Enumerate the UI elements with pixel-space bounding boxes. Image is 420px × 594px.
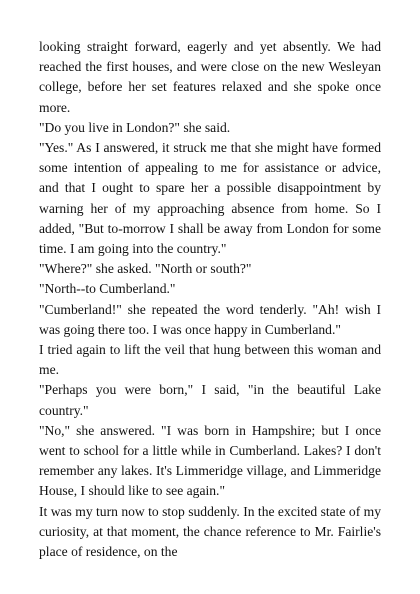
paragraph-2: "Do you live in London?" she said. <box>39 119 231 135</box>
paragraph-9: "No," she answered. "I was born in Hampshire; but I once went to school for a little while in Cumberland. Lakes? I don't remember any lakes. It's Limmeridge village, and Limmeridge House, I should like to see again." <box>39 422 381 499</box>
paragraph-3: "Yes." As I answered, it struck me that she might have formed some intention of appealing to me for assistance or advice, and that I ought to spare her a possible disappointment by warning her of my approaching absence from home. So I added, "But to-morrow I shall be away from London for some time. I am going into the country." <box>39 140 381 257</box>
paragraph-10: It was my turn now to stop suddenly. In the excited state of my curiosity, at that moment, the chance reference to Mr. Fairlie's place of residence, on the <box>39 503 381 560</box>
page-text <box>39 37 381 562</box>
paragraph-1: looking straight forward, eagerly and yet absently. We had reached the first houses, and were close on the new Wesleyan college, before her set features relaxed and she spoke once more. <box>39 39 381 115</box>
paragraph-4: "Where?" she asked. "North or south?" <box>39 261 252 277</box>
paragraph-8: "Perhaps you were born," I said, "in the beautiful Lake country." <box>39 382 381 418</box>
paragraph-7: I tried again to lift the veil that hung between this woman and me. <box>39 342 381 378</box>
paragraph-6: "Cumberland!" she repeated the word tenderly. "Ah! wish I was going there too. I was once happy in Cumberland." <box>39 301 381 337</box>
paragraph-5: "North--to Cumberland." <box>39 281 176 297</box>
